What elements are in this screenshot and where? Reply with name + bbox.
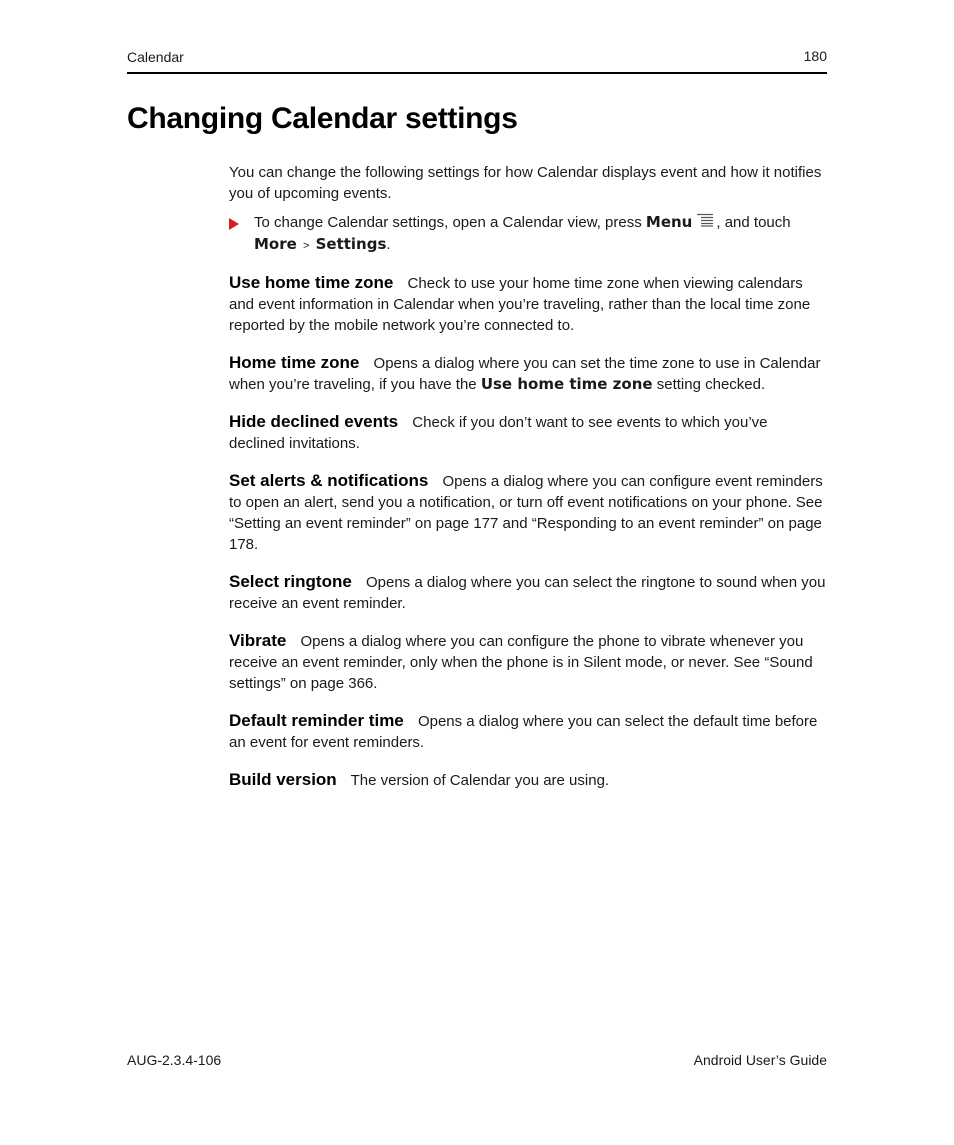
setting-term: Use home time zone (229, 272, 394, 292)
main-content (229, 162, 827, 807)
chapter-label: Calendar (127, 49, 184, 65)
document-id: AUG-2.3.4-106 (127, 1052, 222, 1068)
setting-description: Opens a dialog where you can select the ringtone to sound when you receive an event reminder. (229, 573, 826, 612)
setting-description: Opens a dialog where you can configure event reminders to open an alert, send you a notification, or turn off event notifications on your phone. See “Setting an event reminder” on page 177 and “Responding to an event reminder” on page 178. (229, 472, 823, 553)
setting-use-home-time-zone (229, 272, 827, 336)
setting-description: Check to use your home time zone when viewing calendars and event information in Calendar when you’re traveling, rather than the local time zone reported by the mobile network you’re connected to. (229, 274, 811, 334)
setting-description: The version of Calendar you are using. (350, 771, 610, 789)
setting-term: Hide declined events (229, 411, 399, 431)
page-number: 180 (803, 48, 827, 64)
setting-term: Build version (229, 769, 337, 789)
step-text-after: , and touch (716, 214, 791, 231)
step-text-before: To change Calendar settings, open a Calendar view, press (254, 214, 646, 231)
guide-title: Android User’s Guide (693, 1052, 827, 1068)
setting-hide-declined-events (229, 411, 827, 454)
settings-label: Settings (315, 234, 387, 253)
menu-icon (696, 212, 714, 233)
setting-description-before: Opens a dialog where you can set the time zone to use in Calendar when you’re traveling, if you have the (229, 354, 821, 393)
step-bullet-icon (229, 218, 239, 230)
path-separator: > (302, 239, 310, 252)
setting-term: Default reminder time (229, 710, 404, 730)
more-label: More (254, 234, 297, 253)
setting-description-bold: Use home time zone (480, 374, 653, 393)
setting-select-ringtone (229, 571, 827, 614)
setting-default-reminder-time (229, 710, 827, 753)
setting-term: Home time zone (229, 352, 360, 372)
page-header (127, 48, 827, 74)
setting-build-version (229, 769, 827, 791)
intro-paragraph: You can change the following settings for how Calendar displays event and how it notifies you of upcoming events. (229, 164, 822, 202)
setting-term: Select ringtone (229, 571, 352, 591)
setting-vibrate (229, 630, 827, 694)
page-title: Changing Calendar settings (127, 102, 518, 135)
setting-description: Opens a dialog where you can select the default time before an event for event reminders. (229, 712, 818, 751)
setting-description: Check if you don’t want to see events to which you’ve declined invitations. (229, 413, 768, 452)
instruction-step (229, 212, 827, 257)
setting-home-time-zone (229, 352, 827, 395)
step-end: . (386, 235, 391, 253)
setting-term: Vibrate (229, 630, 287, 650)
menu-key-label: Menu (645, 213, 693, 231)
setting-description-after: setting checked. (652, 375, 766, 393)
setting-set-alerts-notifications (229, 470, 827, 555)
setting-description: Opens a dialog where you can configure the phone to vibrate whenever you receive an event reminder, only when the phone is in Silent mode, or never. See “Sound settings” on page 366. (229, 632, 813, 692)
setting-term: Set alerts & notifications (229, 470, 429, 490)
